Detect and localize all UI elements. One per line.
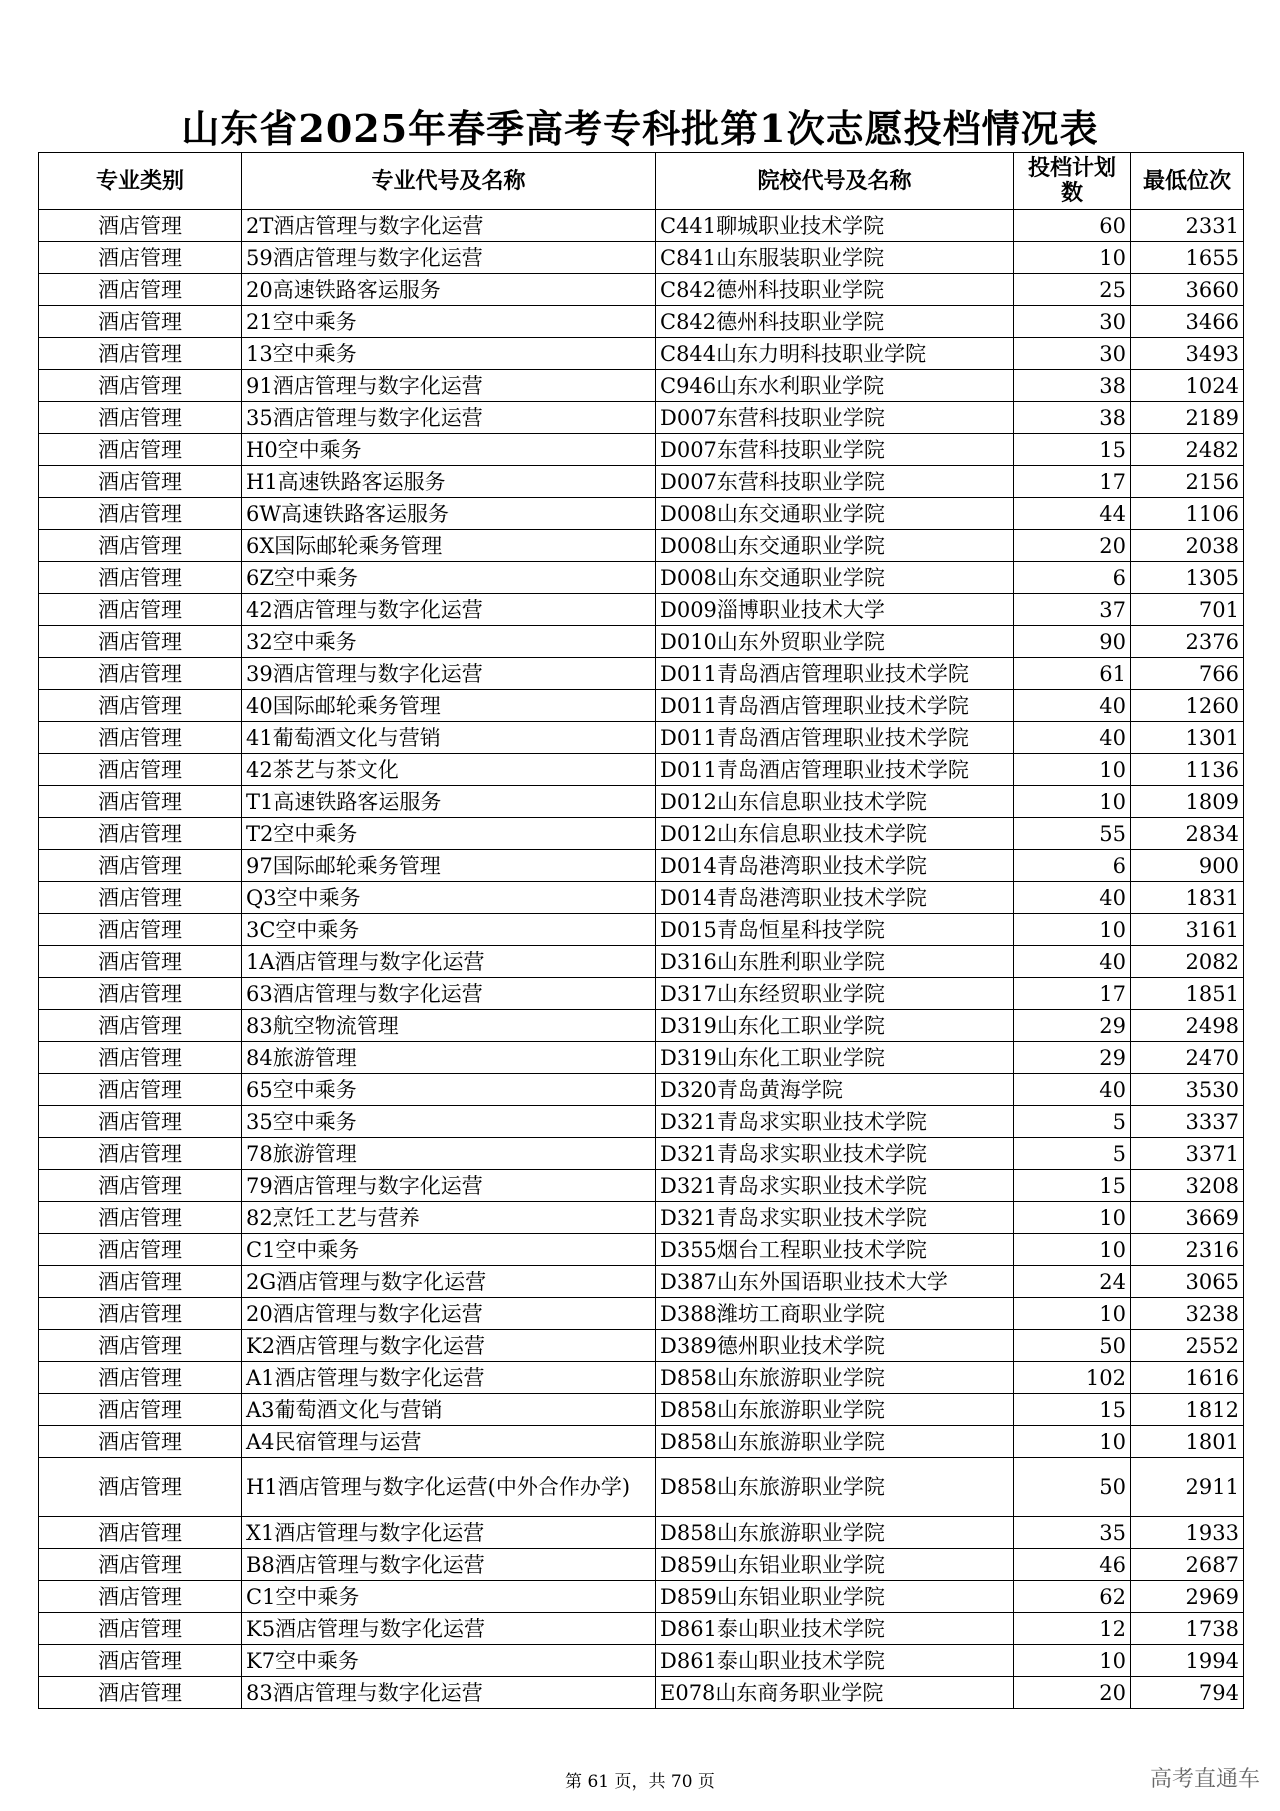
- table-row: [39, 242, 1244, 274]
- cell-school: D861泰山职业技术学院: [656, 1613, 1014, 1645]
- header-plan: 投档计划数: [1014, 153, 1131, 210]
- table-row: [39, 1298, 1244, 1330]
- cell-min-rank: 2482: [1131, 434, 1244, 466]
- cell-plan: 10: [1014, 786, 1131, 818]
- cell-major: T2空中乘务: [242, 818, 656, 850]
- cell-min-rank: 2470: [1131, 1042, 1244, 1074]
- table-row: [39, 274, 1244, 306]
- cell-category: 酒店管理: [39, 626, 242, 658]
- cell-min-rank: 1738: [1131, 1613, 1244, 1645]
- cell-school: C842德州科技职业学院: [656, 274, 1014, 306]
- cell-plan: 6: [1014, 850, 1131, 882]
- cell-plan: 50: [1014, 1458, 1131, 1517]
- cell-major: 2G酒店管理与数字化运营: [242, 1266, 656, 1298]
- cell-school: D011青岛酒店管理职业技术学院: [656, 722, 1014, 754]
- watermark: 高考直通车: [1149, 1767, 1260, 1792]
- cell-min-rank: 766: [1131, 658, 1244, 690]
- cell-major: K5酒店管理与数字化运营: [242, 1613, 656, 1645]
- cell-min-rank: 2969: [1131, 1581, 1244, 1613]
- table-row: [39, 1170, 1244, 1202]
- cell-category: 酒店管理: [39, 1645, 242, 1677]
- cell-plan: 5: [1014, 1138, 1131, 1170]
- cell-min-rank: 1106: [1131, 498, 1244, 530]
- cell-category: 酒店管理: [39, 562, 242, 594]
- table-row: [39, 1677, 1244, 1709]
- cell-category: 酒店管理: [39, 978, 242, 1010]
- cell-category: 酒店管理: [39, 242, 242, 274]
- cell-major: 3C空中乘务: [242, 914, 656, 946]
- table-row: [39, 498, 1244, 530]
- table-row: [39, 466, 1244, 498]
- cell-min-rank: 2156: [1131, 466, 1244, 498]
- cell-plan: 90: [1014, 626, 1131, 658]
- cell-min-rank: 2552: [1131, 1330, 1244, 1362]
- cell-category: 酒店管理: [39, 530, 242, 562]
- cell-category: 酒店管理: [39, 722, 242, 754]
- cell-plan: 44: [1014, 498, 1131, 530]
- cell-major: 6Z空中乘务: [242, 562, 656, 594]
- cell-major: A1酒店管理与数字化运营: [242, 1362, 656, 1394]
- cell-plan: 35: [1014, 1517, 1131, 1549]
- table-row: [39, 1106, 1244, 1138]
- cell-min-rank: 1616: [1131, 1362, 1244, 1394]
- cell-min-rank: 1933: [1131, 1517, 1244, 1549]
- cell-major: 79酒店管理与数字化运营: [242, 1170, 656, 1202]
- cell-category: 酒店管理: [39, 850, 242, 882]
- cell-school: D316山东胜利职业学院: [656, 946, 1014, 978]
- table-row: [39, 402, 1244, 434]
- cell-plan: 40: [1014, 722, 1131, 754]
- cell-min-rank: 3065: [1131, 1266, 1244, 1298]
- cell-category: 酒店管理: [39, 1202, 242, 1234]
- cell-school: D321青岛求实职业技术学院: [656, 1138, 1014, 1170]
- cell-major: 2T酒店管理与数字化运营: [242, 210, 656, 242]
- cell-min-rank: 1260: [1131, 690, 1244, 722]
- cell-major: B8酒店管理与数字化运营: [242, 1549, 656, 1581]
- cell-major: 35空中乘务: [242, 1106, 656, 1138]
- cell-major: X1酒店管理与数字化运营: [242, 1517, 656, 1549]
- cell-plan: 10: [1014, 1234, 1131, 1266]
- page-footer: 第 61 页，共 70 页: [565, 1772, 715, 1792]
- table-row: [39, 1517, 1244, 1549]
- cell-major: 13空中乘务: [242, 338, 656, 370]
- cell-category: 酒店管理: [39, 274, 242, 306]
- cell-major: A3葡萄酒文化与营销: [242, 1394, 656, 1426]
- cell-category: 酒店管理: [39, 1170, 242, 1202]
- cell-school: D319山东化工职业学院: [656, 1042, 1014, 1074]
- cell-school: D014青岛港湾职业技术学院: [656, 850, 1014, 882]
- cell-school: D389德州职业技术学院: [656, 1330, 1014, 1362]
- cell-plan: 40: [1014, 946, 1131, 978]
- cell-major: 20酒店管理与数字化运营: [242, 1298, 656, 1330]
- cell-plan: 10: [1014, 1645, 1131, 1677]
- cell-major: 84旅游管理: [242, 1042, 656, 1074]
- table-row: [39, 434, 1244, 466]
- cell-category: 酒店管理: [39, 1549, 242, 1581]
- cell-min-rank: 1809: [1131, 786, 1244, 818]
- cell-plan: 5: [1014, 1106, 1131, 1138]
- cell-min-rank: 3530: [1131, 1074, 1244, 1106]
- cell-plan: 38: [1014, 402, 1131, 434]
- cell-plan: 102: [1014, 1362, 1131, 1394]
- table-header-row: [39, 153, 1244, 210]
- cell-min-rank: 2082: [1131, 946, 1244, 978]
- cell-plan: 37: [1014, 594, 1131, 626]
- table-row: [39, 882, 1244, 914]
- table-row: [39, 1074, 1244, 1106]
- cell-school: D012山东信息职业技术学院: [656, 818, 1014, 850]
- cell-category: 酒店管理: [39, 370, 242, 402]
- cell-school: D858山东旅游职业学院: [656, 1362, 1014, 1394]
- cell-school: C844山东力明科技职业学院: [656, 338, 1014, 370]
- page-title: 山东省2025年春季高考专科批第1次志愿投档情况表: [181, 106, 1099, 151]
- cell-min-rank: 900: [1131, 850, 1244, 882]
- table-row: [39, 1458, 1244, 1517]
- cell-major: 6W高速铁路客运服务: [242, 498, 656, 530]
- cell-plan: 25: [1014, 274, 1131, 306]
- cell-school: D858山东旅游职业学院: [656, 1426, 1014, 1458]
- cell-school: E078山东商务职业学院: [656, 1677, 1014, 1709]
- cell-major: 65空中乘务: [242, 1074, 656, 1106]
- cell-major: 20高速铁路客运服务: [242, 274, 656, 306]
- cell-category: 酒店管理: [39, 1394, 242, 1426]
- cell-category: 酒店管理: [39, 338, 242, 370]
- table-row: [39, 594, 1244, 626]
- cell-school: D858山东旅游职业学院: [656, 1458, 1014, 1517]
- cell-major: 35酒店管理与数字化运营: [242, 402, 656, 434]
- cell-school: D008山东交通职业学院: [656, 530, 1014, 562]
- cell-plan: 20: [1014, 1677, 1131, 1709]
- admission-table: [38, 152, 1244, 1709]
- table-row: [39, 1266, 1244, 1298]
- cell-plan: 29: [1014, 1010, 1131, 1042]
- cell-school: D387山东外国语职业技术大学: [656, 1266, 1014, 1298]
- cell-min-rank: 3493: [1131, 338, 1244, 370]
- cell-min-rank: 794: [1131, 1677, 1244, 1709]
- table-row: [39, 338, 1244, 370]
- cell-school: C441聊城职业技术学院: [656, 210, 1014, 242]
- cell-school: D321青岛求实职业技术学院: [656, 1106, 1014, 1138]
- cell-min-rank: 3208: [1131, 1170, 1244, 1202]
- cell-min-rank: 1812: [1131, 1394, 1244, 1426]
- cell-category: 酒店管理: [39, 1677, 242, 1709]
- cell-category: 酒店管理: [39, 434, 242, 466]
- cell-school: D015青岛恒星科技学院: [656, 914, 1014, 946]
- cell-min-rank: 2911: [1131, 1458, 1244, 1517]
- cell-category: 酒店管理: [39, 914, 242, 946]
- cell-school: D010山东外贸职业学院: [656, 626, 1014, 658]
- cell-min-rank: 3161: [1131, 914, 1244, 946]
- cell-plan: 10: [1014, 1426, 1131, 1458]
- table-row: [39, 370, 1244, 402]
- table-row: [39, 1362, 1244, 1394]
- table-row: [39, 1042, 1244, 1074]
- cell-category: 酒店管理: [39, 818, 242, 850]
- cell-plan: 38: [1014, 370, 1131, 402]
- cell-school: D012山东信息职业技术学院: [656, 786, 1014, 818]
- cell-major: H1高速铁路客运服务: [242, 466, 656, 498]
- cell-major: 21空中乘务: [242, 306, 656, 338]
- cell-min-rank: 1136: [1131, 754, 1244, 786]
- cell-category: 酒店管理: [39, 1581, 242, 1613]
- cell-school: D007东营科技职业学院: [656, 402, 1014, 434]
- cell-major: 42酒店管理与数字化运营: [242, 594, 656, 626]
- cell-major: Q3空中乘务: [242, 882, 656, 914]
- cell-school: D858山东旅游职业学院: [656, 1517, 1014, 1549]
- header-school: 院校代号及名称: [656, 153, 1014, 210]
- cell-plan: 61: [1014, 658, 1131, 690]
- cell-major: 83酒店管理与数字化运营: [242, 1677, 656, 1709]
- cell-major: 6X国际邮轮乘务管理: [242, 530, 656, 562]
- cell-major: 97国际邮轮乘务管理: [242, 850, 656, 882]
- cell-plan: 40: [1014, 882, 1131, 914]
- cell-min-rank: 2834: [1131, 818, 1244, 850]
- cell-school: D859山东铝业职业学院: [656, 1581, 1014, 1613]
- cell-min-rank: 2331: [1131, 210, 1244, 242]
- cell-major: 91酒店管理与数字化运营: [242, 370, 656, 402]
- table-row: [39, 1234, 1244, 1266]
- cell-min-rank: 3660: [1131, 274, 1244, 306]
- table-row: [39, 658, 1244, 690]
- table-row: [39, 722, 1244, 754]
- cell-category: 酒店管理: [39, 466, 242, 498]
- table-row: [39, 626, 1244, 658]
- cell-min-rank: 1994: [1131, 1645, 1244, 1677]
- cell-plan: 46: [1014, 1549, 1131, 1581]
- cell-min-rank: 3238: [1131, 1298, 1244, 1330]
- cell-plan: 15: [1014, 1394, 1131, 1426]
- cell-major: 83航空物流管理: [242, 1010, 656, 1042]
- cell-plan: 10: [1014, 914, 1131, 946]
- cell-school: D011青岛酒店管理职业技术学院: [656, 658, 1014, 690]
- cell-school: C946山东水利职业学院: [656, 370, 1014, 402]
- cell-plan: 10: [1014, 1202, 1131, 1234]
- cell-category: 酒店管理: [39, 658, 242, 690]
- table-row: [39, 786, 1244, 818]
- cell-plan: 30: [1014, 338, 1131, 370]
- cell-major: K2酒店管理与数字化运营: [242, 1330, 656, 1362]
- cell-major: 82烹饪工艺与营养: [242, 1202, 656, 1234]
- cell-school: D355烟台工程职业技术学院: [656, 1234, 1014, 1266]
- cell-min-rank: 1024: [1131, 370, 1244, 402]
- cell-school: C842德州科技职业学院: [656, 306, 1014, 338]
- cell-min-rank: 3669: [1131, 1202, 1244, 1234]
- cell-category: 酒店管理: [39, 210, 242, 242]
- cell-major: A4民宿管理与运营: [242, 1426, 656, 1458]
- table-row: [39, 562, 1244, 594]
- cell-major: 40国际邮轮乘务管理: [242, 690, 656, 722]
- cell-category: 酒店管理: [39, 1266, 242, 1298]
- cell-category: 酒店管理: [39, 690, 242, 722]
- cell-plan: 15: [1014, 1170, 1131, 1202]
- cell-category: 酒店管理: [39, 946, 242, 978]
- cell-category: 酒店管理: [39, 1517, 242, 1549]
- cell-school: D321青岛求实职业技术学院: [656, 1170, 1014, 1202]
- cell-category: 酒店管理: [39, 754, 242, 786]
- cell-school: D388潍坊工商职业学院: [656, 1298, 1014, 1330]
- cell-school: D321青岛求实职业技术学院: [656, 1202, 1014, 1234]
- cell-school: D007东营科技职业学院: [656, 466, 1014, 498]
- cell-category: 酒店管理: [39, 498, 242, 530]
- cell-min-rank: 1831: [1131, 882, 1244, 914]
- cell-min-rank: 2038: [1131, 530, 1244, 562]
- cell-min-rank: 2376: [1131, 626, 1244, 658]
- cell-major: C1空中乘务: [242, 1581, 656, 1613]
- table-row: [39, 946, 1244, 978]
- cell-min-rank: 2498: [1131, 1010, 1244, 1042]
- cell-category: 酒店管理: [39, 1613, 242, 1645]
- table-row: [39, 1138, 1244, 1170]
- cell-min-rank: 3337: [1131, 1106, 1244, 1138]
- table-row: [39, 818, 1244, 850]
- table-row: [39, 210, 1244, 242]
- cell-plan: 29: [1014, 1042, 1131, 1074]
- cell-plan: 30: [1014, 306, 1131, 338]
- cell-school: D011青岛酒店管理职业技术学院: [656, 754, 1014, 786]
- cell-plan: 55: [1014, 818, 1131, 850]
- cell-plan: 10: [1014, 754, 1131, 786]
- cell-major: 59酒店管理与数字化运营: [242, 242, 656, 274]
- cell-school: D859山东铝业职业学院: [656, 1549, 1014, 1581]
- cell-major: H1酒店管理与数字化运营(中外合作办学): [242, 1458, 656, 1517]
- cell-major: 63酒店管理与数字化运营: [242, 978, 656, 1010]
- cell-category: 酒店管理: [39, 1138, 242, 1170]
- cell-category: 酒店管理: [39, 882, 242, 914]
- cell-min-rank: 1305: [1131, 562, 1244, 594]
- table-row: [39, 914, 1244, 946]
- cell-category: 酒店管理: [39, 1362, 242, 1394]
- table-row: [39, 1202, 1244, 1234]
- table-row: [39, 978, 1244, 1010]
- cell-min-rank: 2687: [1131, 1549, 1244, 1581]
- cell-min-rank: 3371: [1131, 1138, 1244, 1170]
- cell-school: D858山东旅游职业学院: [656, 1394, 1014, 1426]
- cell-plan: 12: [1014, 1613, 1131, 1645]
- cell-plan: 40: [1014, 690, 1131, 722]
- cell-category: 酒店管理: [39, 1234, 242, 1266]
- cell-category: 酒店管理: [39, 1298, 242, 1330]
- cell-school: D011青岛酒店管理职业技术学院: [656, 690, 1014, 722]
- header-major: 专业代号及名称: [242, 153, 656, 210]
- cell-school: D861泰山职业技术学院: [656, 1645, 1014, 1677]
- cell-plan: 17: [1014, 466, 1131, 498]
- cell-major: H0空中乘务: [242, 434, 656, 466]
- cell-plan: 6: [1014, 562, 1131, 594]
- cell-major: 32空中乘务: [242, 626, 656, 658]
- cell-category: 酒店管理: [39, 786, 242, 818]
- cell-plan: 17: [1014, 978, 1131, 1010]
- cell-school: D008山东交通职业学院: [656, 498, 1014, 530]
- cell-min-rank: 2189: [1131, 402, 1244, 434]
- cell-plan: 24: [1014, 1266, 1131, 1298]
- cell-school: C841山东服装职业学院: [656, 242, 1014, 274]
- table-row: [39, 1426, 1244, 1458]
- cell-plan: 20: [1014, 530, 1131, 562]
- table-row: [39, 306, 1244, 338]
- cell-school: D014青岛港湾职业技术学院: [656, 882, 1014, 914]
- cell-category: 酒店管理: [39, 1042, 242, 1074]
- cell-plan: 50: [1014, 1330, 1131, 1362]
- cell-school: D320青岛黄海学院: [656, 1074, 1014, 1106]
- table-row: [39, 850, 1244, 882]
- table-row: [39, 1581, 1244, 1613]
- cell-min-rank: 1301: [1131, 722, 1244, 754]
- cell-school: D009淄博职业技术大学: [656, 594, 1014, 626]
- cell-school: D007东营科技职业学院: [656, 434, 1014, 466]
- cell-plan: 15: [1014, 434, 1131, 466]
- cell-category: 酒店管理: [39, 1074, 242, 1106]
- cell-min-rank: 3466: [1131, 306, 1244, 338]
- cell-plan: 10: [1014, 242, 1131, 274]
- cell-category: 酒店管理: [39, 306, 242, 338]
- cell-major: C1空中乘务: [242, 1234, 656, 1266]
- cell-school: D319山东化工职业学院: [656, 1010, 1014, 1042]
- table-row: [39, 1549, 1244, 1581]
- cell-category: 酒店管理: [39, 402, 242, 434]
- table-row: [39, 530, 1244, 562]
- table-row: [39, 754, 1244, 786]
- table-row: [39, 690, 1244, 722]
- cell-min-rank: 1851: [1131, 978, 1244, 1010]
- cell-major: T1高速铁路客运服务: [242, 786, 656, 818]
- cell-major: 1A酒店管理与数字化运营: [242, 946, 656, 978]
- table-row: [39, 1330, 1244, 1362]
- cell-category: 酒店管理: [39, 594, 242, 626]
- cell-major: 39酒店管理与数字化运营: [242, 658, 656, 690]
- cell-school: D317山东经贸职业学院: [656, 978, 1014, 1010]
- table-row: [39, 1394, 1244, 1426]
- cell-category: 酒店管理: [39, 1106, 242, 1138]
- cell-plan: 40: [1014, 1074, 1131, 1106]
- cell-school: D008山东交通职业学院: [656, 562, 1014, 594]
- cell-min-rank: 701: [1131, 594, 1244, 626]
- cell-category: 酒店管理: [39, 1330, 242, 1362]
- cell-major: 41葡萄酒文化与营销: [242, 722, 656, 754]
- cell-plan: 60: [1014, 210, 1131, 242]
- cell-major: 78旅游管理: [242, 1138, 656, 1170]
- table-row: [39, 1010, 1244, 1042]
- cell-min-rank: 1801: [1131, 1426, 1244, 1458]
- cell-min-rank: 1655: [1131, 242, 1244, 274]
- cell-plan: 10: [1014, 1298, 1131, 1330]
- cell-category: 酒店管理: [39, 1010, 242, 1042]
- cell-major: 42茶艺与茶文化: [242, 754, 656, 786]
- header-category: 专业类别: [39, 153, 242, 210]
- table-row: [39, 1645, 1244, 1677]
- cell-plan: 62: [1014, 1581, 1131, 1613]
- table-row: [39, 1613, 1244, 1645]
- cell-min-rank: 2316: [1131, 1234, 1244, 1266]
- cell-major: K7空中乘务: [242, 1645, 656, 1677]
- header-min-rank: 最低位次: [1131, 153, 1244, 210]
- cell-category: 酒店管理: [39, 1426, 242, 1458]
- cell-category: 酒店管理: [39, 1458, 242, 1517]
